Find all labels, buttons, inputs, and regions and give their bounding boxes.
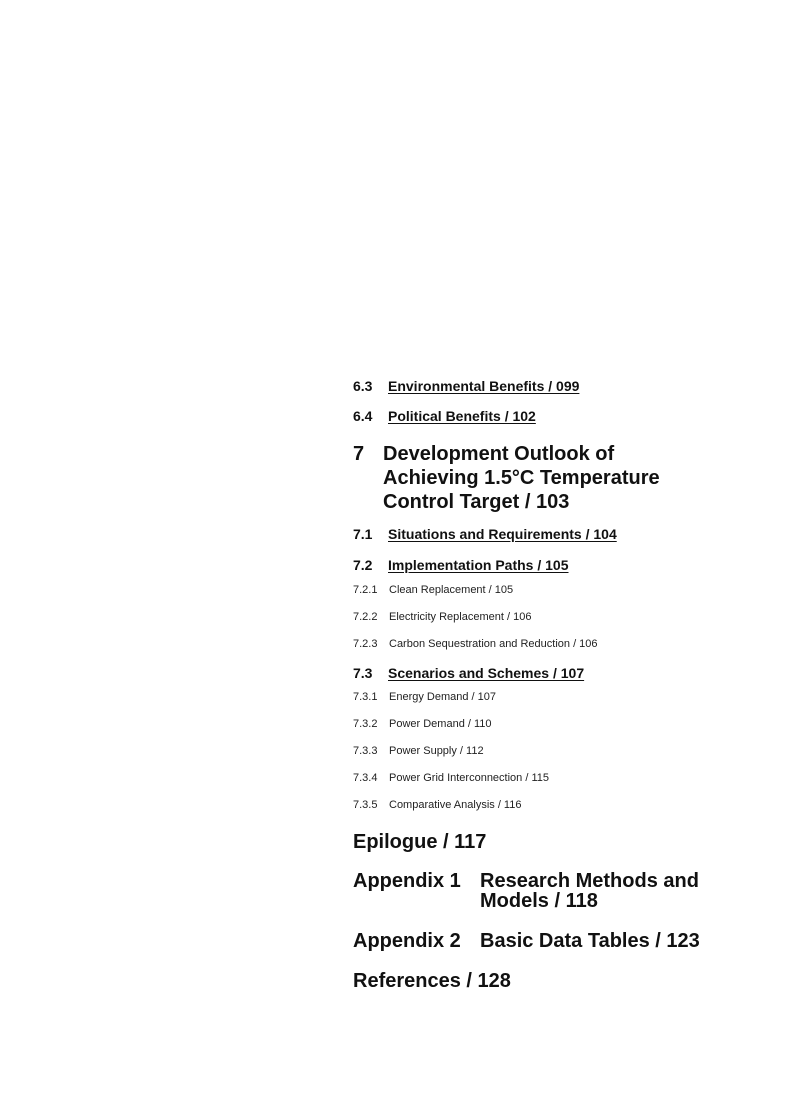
toc-entry-7-3[interactable] bbox=[353, 664, 773, 682]
toc-entry-7-2-1[interactable] bbox=[353, 583, 773, 597]
toc-entry-7-3-2[interactable] bbox=[353, 717, 773, 731]
subsection-number: 7.3.3 bbox=[353, 745, 378, 757]
section-title: Scenarios and Schemes / 107 bbox=[388, 665, 585, 681]
table-of-contents bbox=[353, 377, 773, 992]
section-title: Situations and Requirements / 104 bbox=[388, 526, 617, 542]
toc-references[interactable]: References / 128 bbox=[353, 970, 511, 992]
appendix-label: Appendix 2 bbox=[353, 930, 461, 952]
chapter-number: 7 bbox=[353, 443, 365, 465]
toc-entry-7-3-4[interactable] bbox=[353, 771, 773, 785]
subsection-number: 7.2.2 bbox=[353, 611, 378, 623]
section-number: 7.3 bbox=[353, 665, 373, 681]
appendix-title: Research Methods and Models / 118 bbox=[480, 870, 699, 912]
toc-appendix-1[interactable] bbox=[353, 871, 773, 911]
subsection-title: Comparative Analysis / 116 bbox=[389, 799, 522, 811]
toc-entry-7-2-2[interactable] bbox=[353, 610, 773, 624]
subsection-number: 7.3.1 bbox=[353, 691, 378, 703]
chapter-title: Development Outlook of Achieving 1.5°C Temperature Control Target / 103 bbox=[383, 443, 660, 513]
subsection-title: Power Demand / 110 bbox=[389, 718, 492, 730]
subsection-number: 7.2.1 bbox=[353, 584, 378, 596]
toc-chapter-7[interactable] bbox=[353, 442, 773, 514]
section-title: Implementation Paths / 105 bbox=[388, 557, 569, 573]
subsection-title: Power Grid Interconnection / 115 bbox=[389, 772, 549, 784]
toc-entry-7-3-1[interactable] bbox=[353, 690, 773, 704]
toc-entry-7-1[interactable] bbox=[353, 525, 773, 543]
toc-appendix-2[interactable] bbox=[353, 931, 773, 951]
toc-entry-7-3-5[interactable] bbox=[353, 798, 773, 812]
subsection-number: 7.3.5 bbox=[353, 799, 378, 811]
toc-entry-7-3-3[interactable] bbox=[353, 744, 773, 758]
subsection-number: 7.3.4 bbox=[353, 772, 378, 784]
section-number: 6.4 bbox=[353, 408, 373, 424]
toc-entry-7-2[interactable] bbox=[353, 556, 773, 574]
toc-epilogue[interactable]: Epilogue / 117 bbox=[353, 831, 487, 853]
subsection-number: 7.2.3 bbox=[353, 638, 378, 650]
section-number: 6.3 bbox=[353, 378, 373, 394]
section-number: 7.2 bbox=[353, 557, 373, 573]
subsection-number: 7.3.2 bbox=[353, 718, 378, 730]
toc-entry-7-2-3[interactable] bbox=[353, 637, 773, 651]
toc-entry-6-3[interactable] bbox=[353, 377, 773, 395]
toc-entry-6-4[interactable] bbox=[353, 407, 773, 425]
appendix-title: Basic Data Tables / 123 bbox=[480, 930, 700, 952]
subsection-title: Clean Replacement / 105 bbox=[389, 584, 514, 596]
section-title: Political Benefits / 102 bbox=[388, 408, 536, 424]
section-title: Environmental Benefits / 099 bbox=[388, 378, 580, 394]
subsection-title: Electricity Replacement / 106 bbox=[389, 611, 532, 623]
subsection-title: Energy Demand / 107 bbox=[389, 691, 497, 703]
subsection-title: Carbon Sequestration and Reduction / 106 bbox=[389, 638, 598, 650]
subsection-title: Power Supply / 112 bbox=[389, 745, 484, 757]
section-number: 7.1 bbox=[353, 526, 373, 542]
appendix-label: Appendix 1 bbox=[353, 870, 461, 892]
